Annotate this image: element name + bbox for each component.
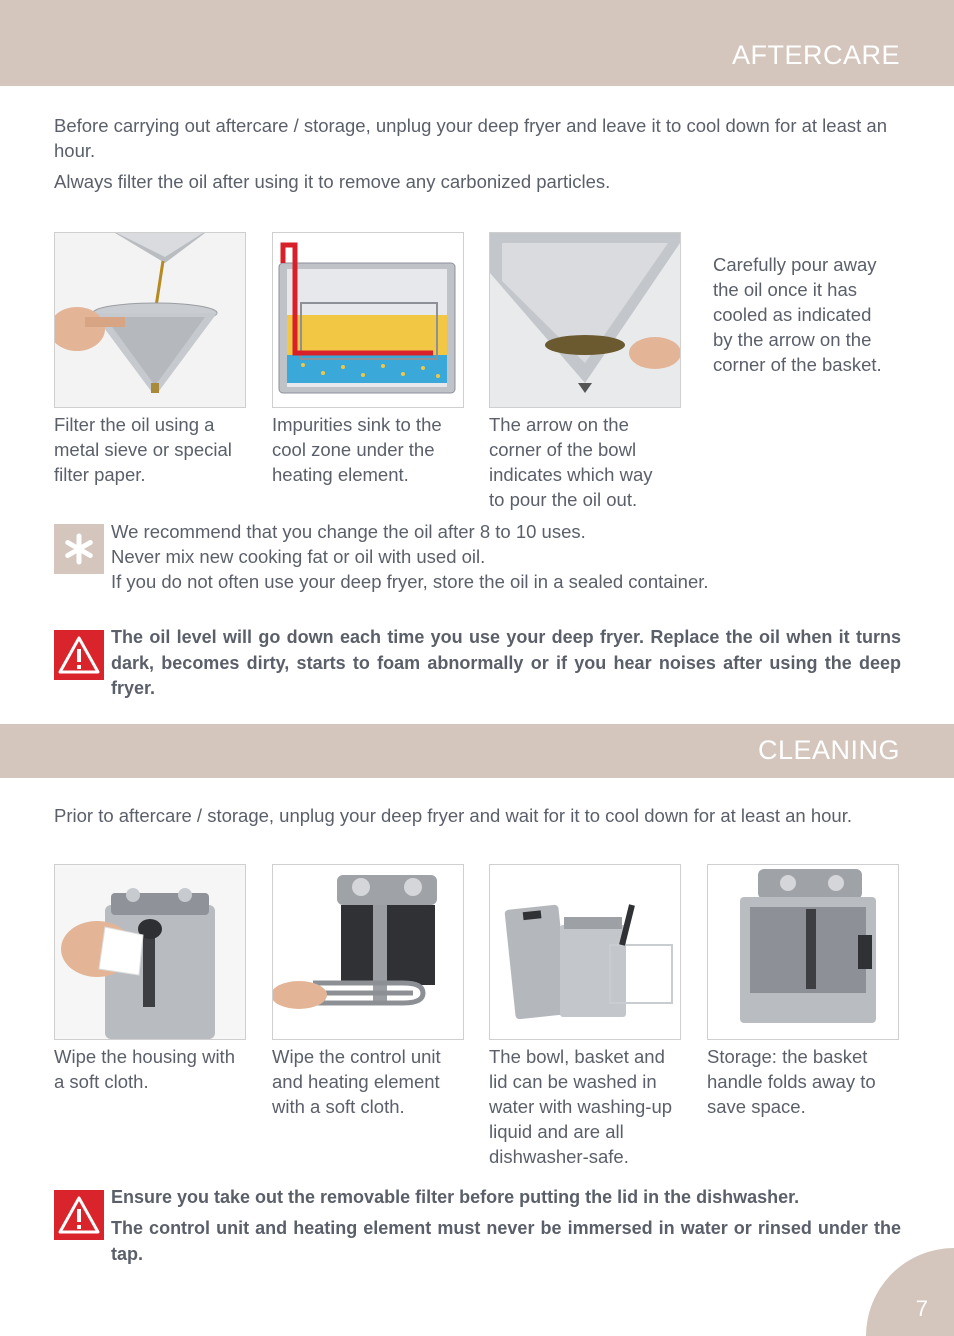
aftercare-header-band [0, 0, 954, 86]
caption-filter-oil: Filter the oil using a metal sieve or special filter paper. [54, 414, 232, 485]
caption-storage: Storage: the basket handle folds away to save space. [707, 1046, 876, 1117]
photo-bowl-arrow [489, 232, 681, 408]
caption-wipe-housing: Wipe the housing with a soft cloth. [54, 1046, 235, 1092]
photo-filter-oil [54, 232, 246, 408]
aftercare-title: AFTERCARE [731, 40, 900, 70]
cleaning-warning-filter: Ensure you take out the removable filter before putting the lid in the dishwasher. [111, 1187, 800, 1207]
aftercare-warning: The oil level will go down each time you use your deep fryer. Replace the oil when it turns dark, becomes dirty, starts to foam abnormally or if you hear noises after using the deep fryer. [111, 627, 901, 698]
caption-impurities: Impurities sink to the cool zone under the heating element. [272, 414, 442, 485]
photo-wipe-control-unit [272, 864, 464, 1040]
photo-wipe-housing [54, 864, 246, 1040]
aftercare-intro-1: Before carrying out aftercare / storage, unplug your deep fryer and leave it to cool down for at least an hour. [54, 115, 887, 161]
asterisk-icon [54, 524, 104, 574]
tips-block [111, 519, 901, 594]
aftercare-intro-2: Always filter the oil after using it to remove any carbonized particles. [54, 171, 611, 192]
cleaning-warning-immerse: The control unit and heating element must never be immersed in water or rinsed under the tap. [111, 1218, 901, 1264]
cleaning-title: CLEANING [757, 735, 900, 765]
caption-wipe-control-unit: Wipe the control unit and heating element with a soft cloth. [272, 1046, 441, 1117]
caption-bowl-arrow: The arrow on the corner of the bowl indicates which way to pour the oil out. [489, 414, 653, 510]
tip-never-mix: Never mix new cooking fat or oil with used oil. [111, 546, 486, 567]
tip-change-oil: We recommend that you change the oil after 8 to 10 uses. [111, 521, 586, 542]
cleaning-header-band [0, 724, 954, 778]
warning-triangle-icon [54, 1190, 104, 1240]
caption-bowl-basket-lid: The bowl, basket and lid can be washed in water with washing-up liquid and are all dishwasher-safe. [489, 1046, 673, 1167]
warning-triangle-icon [54, 630, 104, 680]
photo-storage-fryer [707, 864, 899, 1040]
tip-store-oil: If you do not often use your deep fryer, store the oil in a sealed container. [111, 571, 709, 592]
cleaning-intro: Prior to aftercare / storage, unplug your deep fryer and wait for it to cool down for at least an hour. [54, 805, 852, 826]
photo-impurities-diagram [272, 232, 464, 408]
side-text-pour-oil: Carefully pour away the oil once it has cooled as indicated by the arrow on the corner of the basket. [713, 254, 882, 375]
page-number: 7 [915, 1296, 928, 1321]
photo-bowl-basket-lid [489, 864, 681, 1040]
